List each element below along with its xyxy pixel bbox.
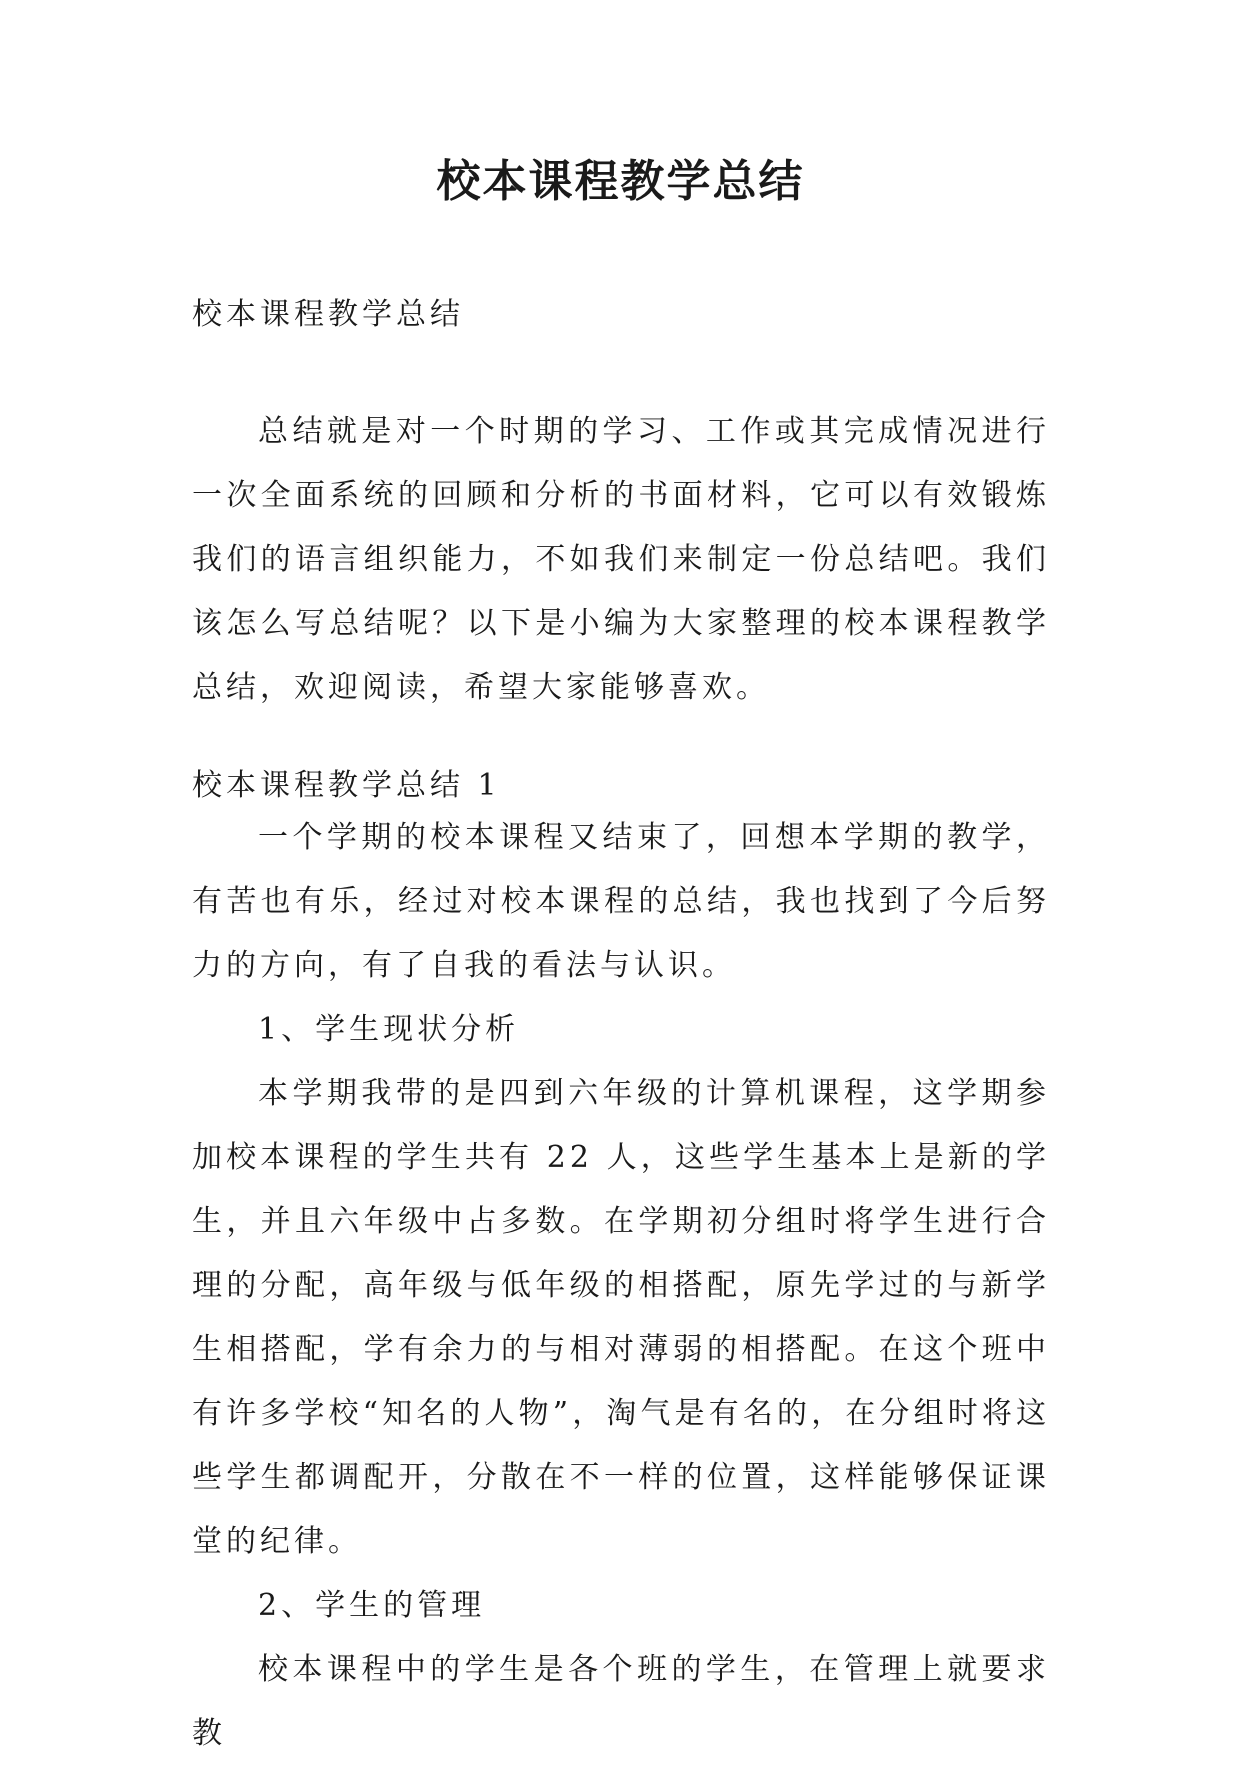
subheading-student-management: 2、学生的管理	[258, 1588, 486, 1623]
subheading-student-analysis: 1、学生现状分析	[258, 1012, 520, 1047]
section-paragraph-1: 一个学期的校本课程又结束了，回想本学期的教学，有苦也有乐，经过对校本课程的总结，我也找到了今后努力的方向，有了自我的看法与认识。	[192, 820, 1050, 983]
section-paragraph-2: 本学期我带的是四到六年级的计算机课程，这学期参加校本课程的学生共有 22 人，这些学生基本上是新的学生，并且六年级中占多数。在学期初分组时将学生进行合理的分配，高年级与低年级的相搭配，原先学过的与新学生相搭配，学有余力的与相对薄弱的相搭配。在这个班中有许多学校“知名的人物”，淘气是有名的，在分组时将这些学生都调配开，分散在不一样的位置，这样能够保证课堂的纪律。	[192, 1076, 1050, 1559]
document-subtitle: 校本课程教学总结	[192, 297, 464, 332]
section-body	[192, 806, 1050, 1766]
intro-paragraph: 总结就是对一个时期的学习、工作或其完成情况进行一次全面系统的回顾和分析的书面材料，它可以有效锻炼我们的语言组织能力，不如我们来制定一份总结吧。我们该怎么写总结呢？以下是小编为大家整理的校本课程教学总结，欢迎阅读，希望大家能够喜欢。	[192, 414, 1050, 705]
document-title: 校本课程教学总结	[436, 156, 805, 207]
section-paragraph-3: 校本课程中的学生是各个班的学生，在管理上就要求教	[192, 1652, 1050, 1751]
section-heading: 校本课程教学总结 1	[192, 768, 501, 803]
